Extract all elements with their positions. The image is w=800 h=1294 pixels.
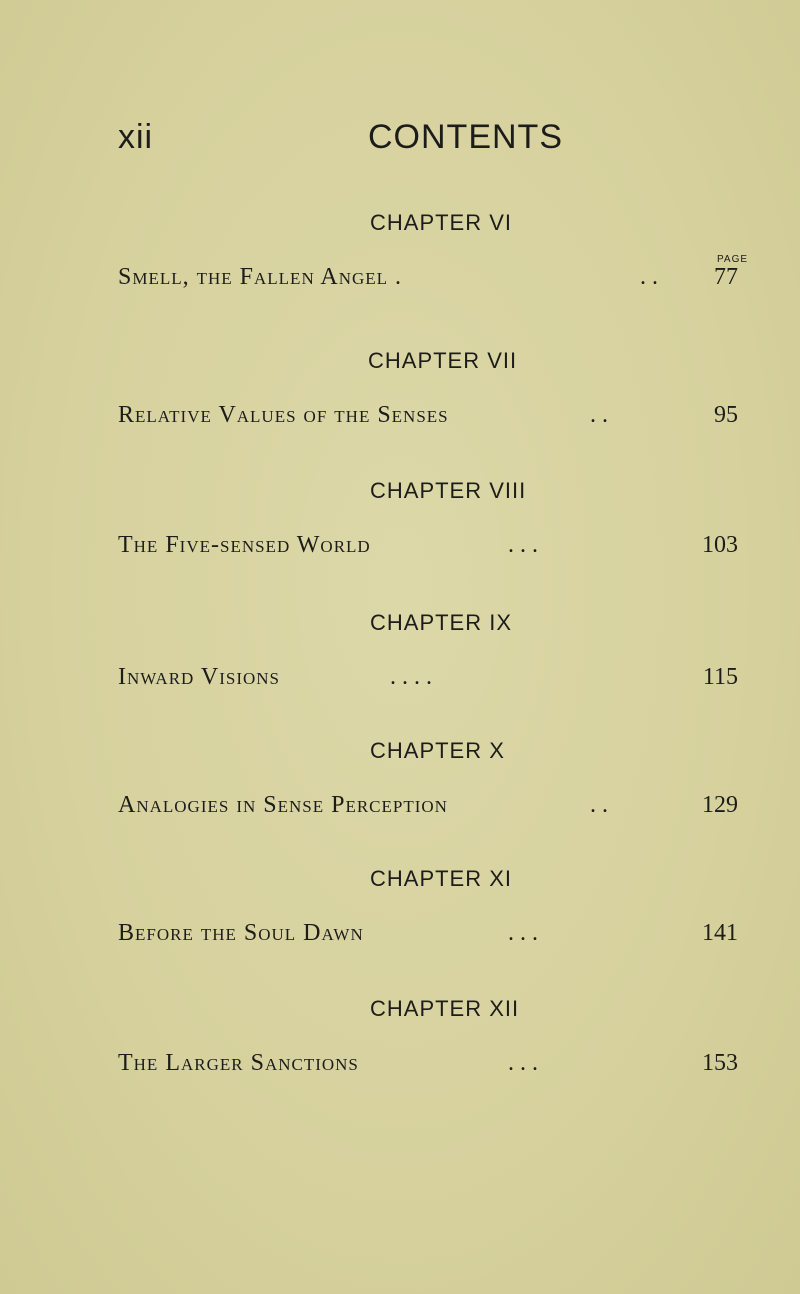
entry-page-number: 95 <box>714 402 738 428</box>
running-title: CONTENTS <box>368 118 563 156</box>
entry-title: Analogies in Sense Perception <box>118 792 448 818</box>
page-folio: xii <box>118 118 154 156</box>
chapter-heading: CHAPTER VIII <box>370 478 527 503</box>
chapter-heading: CHAPTER XI <box>370 866 513 891</box>
toc-entry[interactable] <box>118 920 738 952</box>
toc-entry[interactable] <box>118 792 738 824</box>
entry-title: Relative Values of the Senses <box>118 402 449 428</box>
entry-title: Inward Visions <box>118 664 281 690</box>
entry-page-number: 153 <box>702 1050 738 1076</box>
chapter-heading: CHAPTER XII <box>370 996 520 1021</box>
dot-leader: . . . . <box>390 664 432 690</box>
toc-entry[interactable] <box>118 264 738 296</box>
toc-entry[interactable] <box>118 402 738 434</box>
entry-page-number: 103 <box>702 532 738 558</box>
entry-page-number: 77 <box>714 264 738 290</box>
dot-leader: . . <box>640 264 658 290</box>
entry-page-number: 115 <box>702 664 738 690</box>
entry-page-number: 141 <box>702 920 738 946</box>
dot-leader: . . <box>590 402 608 428</box>
chapter-heading: CHAPTER VI <box>370 210 513 235</box>
chapter-heading: CHAPTER X <box>370 738 505 763</box>
page-column-label: PAGE <box>717 254 749 265</box>
toc-entry[interactable] <box>118 532 738 564</box>
chapter-heading: CHAPTER IX <box>370 610 513 635</box>
dot-leader: . . . <box>508 920 538 946</box>
entry-title: Before the Soul Dawn <box>118 920 364 946</box>
entry-title: The Larger Sanctions <box>118 1050 359 1076</box>
chapter-heading: CHAPTER VII <box>368 348 518 373</box>
dot-leader: . . . <box>508 532 538 558</box>
dot-leader: . . . <box>508 1050 538 1076</box>
toc-entry[interactable] <box>118 1050 738 1082</box>
entry-page-number: 129 <box>702 792 738 818</box>
toc-entry[interactable] <box>118 664 738 696</box>
page-header <box>0 118 800 168</box>
dot-leader: . . <box>590 792 608 818</box>
entry-title: Smell, the Fallen Angel . <box>118 264 403 290</box>
entry-title: The Five-sensed World <box>118 532 371 558</box>
